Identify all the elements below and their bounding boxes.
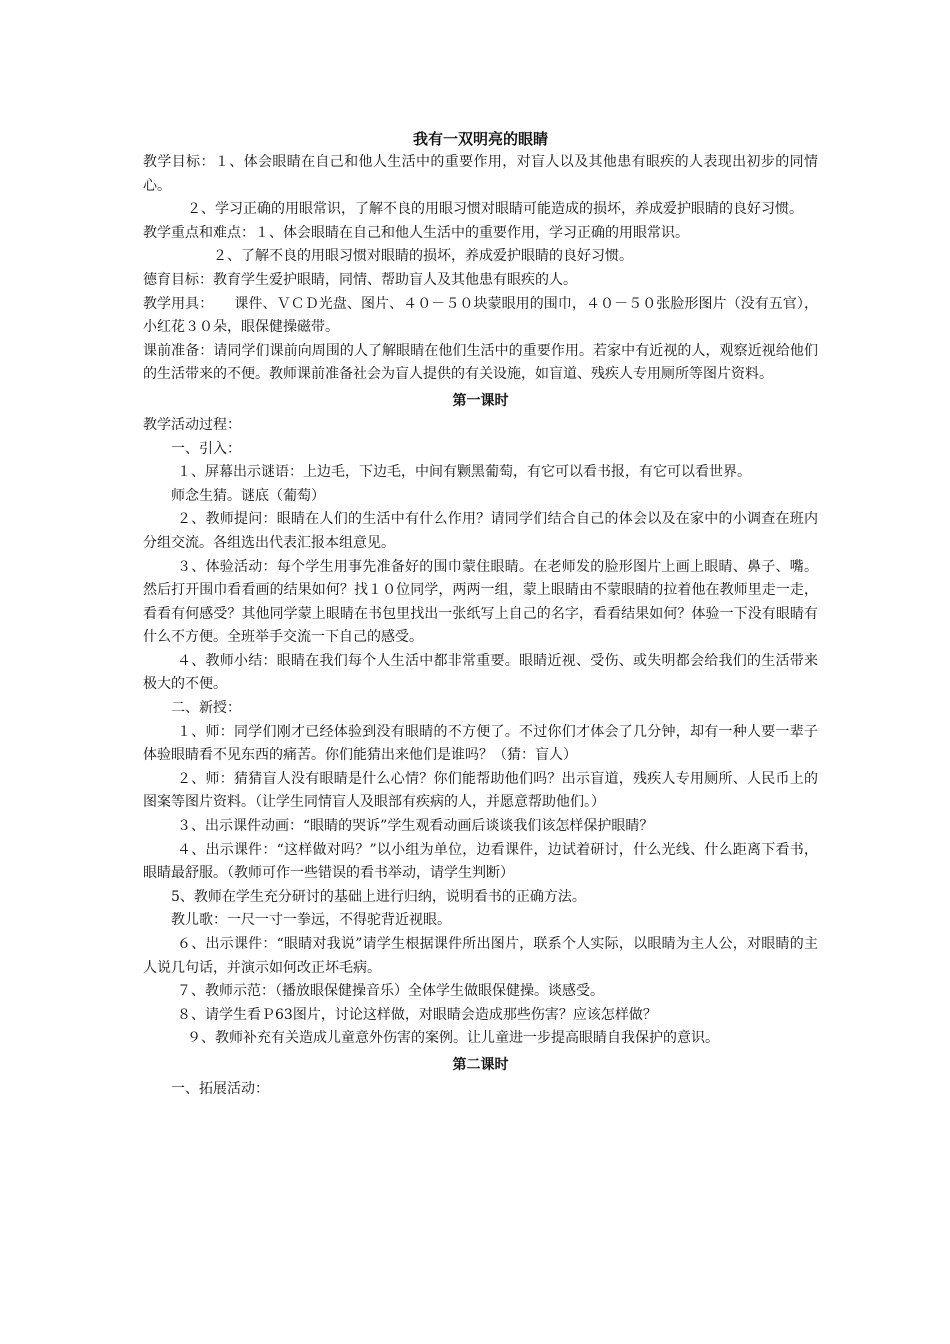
document-body — [143, 127, 818, 1102]
part-heading-extension: 一、拓展活动： — [171, 1080, 269, 1097]
intro-item-4: ４、教师小结：眼睛在我们每个人生活中都非常重要。眼睛近视、受伤、或失明都会给我们的生活带来极大的不便。 — [143, 652, 818, 693]
document-title: 我有一双明亮的眼睛 — [412, 130, 548, 148]
intro-item-2: ２、教师提问：眼睛在人们的生活中有什么作用？请同学们结合自己的体会以及在家中的小调查在班内分组交流。各组选出代表汇报本组意见。 — [143, 511, 818, 551]
teaching-tools: 教学用具： 课件、ＶＣＤ光盘、图片、４０－５０块蒙眼用的围巾，４０－５０张脸形图片（没有五官），小红花３０朵，眼保健操磁带。 — [143, 295, 818, 336]
new-item-3: ３、出示课件动画：“眼睛的哭诉”学生观看动画后谈谈我们该怎样保护眼睛？ — [177, 818, 654, 835]
part-heading-new: 二、新授： — [171, 700, 241, 717]
moral-goal: 德育目标：教育学生爱护眼睛，同情、帮助盲人及其他患有眼疾的人。 — [143, 271, 577, 288]
new-item-5: 5、教师在学生充分研讨的基础上进行归纳，说明看书的正确方法。 — [171, 888, 586, 905]
section-heading-lesson-2: 第二课时 — [452, 1056, 509, 1073]
new-item-1: １、师：同学们刚才已经体验到没有眼睛的不方便了。不过你们才体会了几分钟，却有一种人要一辈子体验眼睛看不见东西的痛苦。你们能猜出来他们是谁吗？（猜：盲人） — [143, 723, 818, 764]
intro-item-1: １、屏幕出示谜语：上边毛，下边毛，中间有颗黑葡萄，有它可以看书报，有它可以看世界。 — [177, 464, 751, 481]
key-points-2: ２、了解不良的用眼习惯对眼睛的损坏，养成爱护眼睛的良好习惯。 — [213, 248, 633, 265]
new-item-2: ２、师：猜猜盲人没有眼睛是什么心情？你们能帮助他们吗？出示盲道，残疾人专用厕所、人民币上的图案等图片资料。（让学生同情盲人及眼部有疾病的人，并愿意帮助他们。） — [143, 770, 818, 811]
key-points-1: 教学重点和难点：１、体会眼睛在自己和他人生活中的重要作用，学习正确的用眼常识。 — [143, 224, 689, 241]
new-item-8: ８、请学生看Ｐ63图片，讨论这样做，对眼睛会造成那些伤害？应该怎样做？ — [177, 1006, 657, 1023]
new-item-4: ４、出示课件：“这样做对吗？”以小组为单位，边看课件，边试着研讨，什么光线、什么距离下看书，眼睛最舒服。（教师可作一些错误的看书举动，请学生判断） — [143, 841, 818, 882]
nursery-rhyme: 教儿歌：一尺一寸一拳远，不得驼背近视眼。 — [171, 912, 451, 929]
intro-item-3: ３、体验活动：每个学生用事先准备好的围巾蒙住眼睛。在老师发的脸形图片上画上眼睛、鼻子、嘴。然后打开围巾看看画的结果如何？找１０位同学，两两一组，蒙上眼睛由不蒙眼睛的拉着他在教师里走一走，看看有何感受？其他同学蒙上眼睛在书包里找出一张纸写上自己的名字，看看结果如何？体验一下没有眼睛有什么不方便。全班举手交流一下自己的感受。 — [143, 558, 818, 646]
intro-item-1-answer: 师念生猜。谜底（葡萄） — [171, 487, 325, 504]
part-heading-intro: 一、引入： — [171, 440, 241, 457]
pre-class-prep: 课前准备：请同学们课前向周围的人了解眼睛在他们生活中的重要作用。若家中有近视的人，观察近视给他们的生活带来的不便。教师课前准备社会为盲人提供的有关设施，如盲道、残疾人专用厕所等图片资料。 — [143, 342, 818, 383]
new-item-6: ６、出示课件：“眼睛对我说”请学生根据课件所出图片，联系个人实际，以眼睛为主人公，对眼睛的主人说几句话，并演示如何改正坏毛病。 — [143, 936, 818, 976]
new-item-9: ９、教师补充有关造成儿童意外伤害的案例。让儿童进一步提高眼睛自我保护的意识。 — [187, 1030, 719, 1047]
process-heading: 教学活动过程： — [143, 416, 241, 433]
teaching-goal-1: 教学目标：１、体会眼睛在自己和他人生活中的重要作用，对盲人以及其他患有眼疾的人表现出初步的同情心。 — [143, 154, 818, 194]
teaching-goal-2: ２、学习正确的用眼常识，了解不良的用眼习惯对眼睛可能造成的损坏，养成爱护眼睛的良好习惯。 — [187, 201, 803, 218]
new-item-7: ７、教师示范：（播放眼保健操音乐）全体学生做眼保健操。谈感受。 — [177, 983, 604, 1000]
section-heading-lesson-1: 第一课时 — [452, 392, 509, 409]
